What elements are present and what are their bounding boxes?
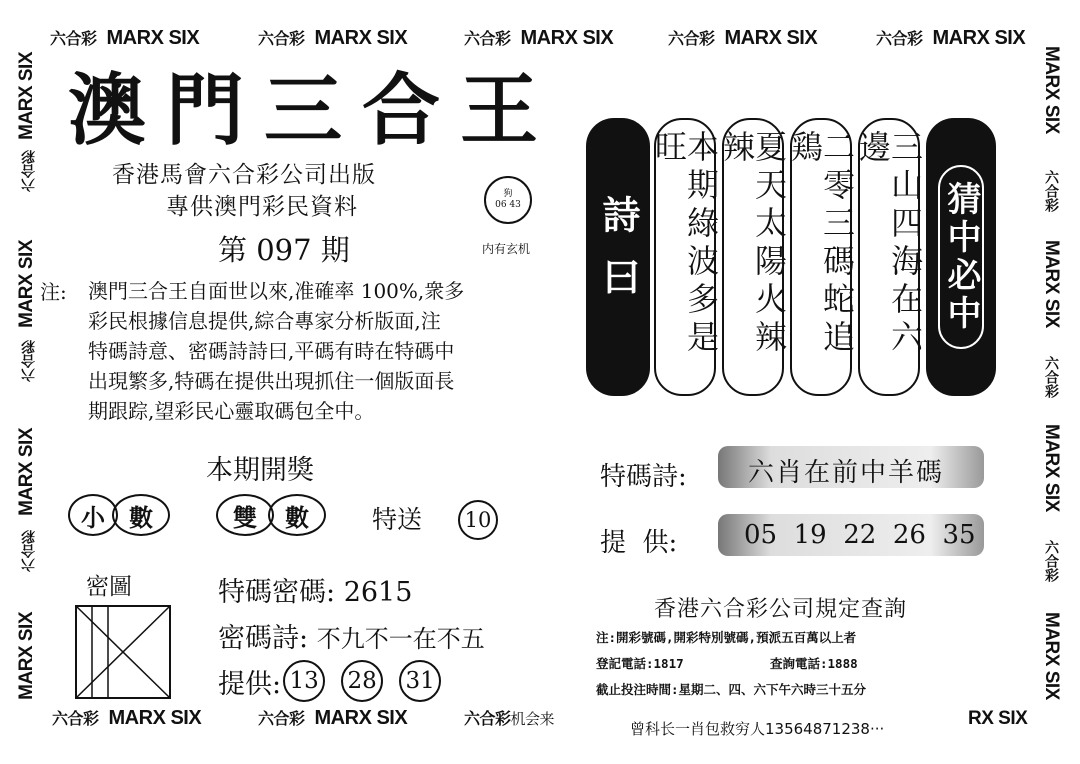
draw-heading: 本期開獎 [206, 455, 314, 486]
poem-column: 本期綠波多是旺 [654, 118, 716, 396]
side-brand: 六合彩 [20, 340, 36, 382]
secret-chart-label: 密圖 [86, 574, 132, 600]
brand-mark: 六合彩机会来 [464, 710, 555, 728]
provide-number: 31 [399, 660, 441, 702]
brand-mark: 六合彩 MARX SIX [258, 27, 408, 49]
brand-mark: 六合彩 MARX SIX [258, 707, 408, 729]
side-brand: MARX SIX [1041, 424, 1062, 512]
side-brand: MARX SIX [1041, 612, 1062, 700]
notice-text: 澳門三合王自面世以來,准確率 100%,衆多 彩民根據信息提供,綜合專家分析版面,注 特碼詩意、密碼詩詩曰,平碼有時在特碼中 出現繁多,特碼在提供出現抓住一個版面長 期跟踪,望彩民心靈取碼包全中。 [88, 279, 465, 423]
side-brand: 六合彩 [20, 530, 36, 572]
side-brand: MARX SIX [16, 240, 37, 328]
guess-badge-scroll: 猜中必中 [926, 118, 996, 396]
issue-number: 第 097 期 [218, 233, 350, 267]
deadline-line: 截止投注時間:星期二、四、六下午六時三十五分 [596, 682, 867, 697]
rules-line: 注:開彩號碼,開彩特別號碼,預派五百萬以上者 [596, 630, 857, 645]
inner-secret-note: 内有玄机 [482, 242, 531, 256]
brand-mark: 六合彩 MARX SIX [464, 27, 614, 49]
secret-chart-diagram [74, 604, 172, 700]
side-brand: MARX SIX [16, 612, 37, 700]
side-brand: 六合彩 [1044, 356, 1060, 398]
provide-left: 提供: 13 28 31 [218, 660, 441, 702]
publisher-line: 香港馬會六合彩公司出版 [112, 162, 376, 188]
brand-mark: 六合彩 MARX SIX [52, 707, 202, 729]
publisher-line: 專供澳門彩民資料 [166, 194, 358, 220]
brand-mark: 六合彩 MARX SIX [668, 27, 818, 49]
brand-mark: 六合彩 MARX SIX [876, 27, 1026, 49]
poem-column: 二零三碼蛇追鶏 [790, 118, 852, 396]
special-poem-value: 六肖在前中羊碼 [748, 458, 945, 488]
side-brand: 六合彩 [1044, 540, 1060, 582]
side-brand: MARX SIX [16, 52, 37, 140]
provide-number: 13 [283, 660, 325, 702]
provide-number: 28 [341, 660, 383, 702]
tag-small-number: 小 數 [68, 494, 170, 536]
special-send-label: 特送 [372, 505, 423, 534]
poem-column: 三山四海在六邊 [858, 118, 920, 396]
side-brand: 六合彩 [20, 150, 36, 192]
poem-label-scroll: 詩曰 [586, 118, 650, 396]
side-brand: MARX SIX [1041, 240, 1062, 328]
provide-right-label: 提 供: [600, 528, 678, 558]
notice-label: 注: [40, 280, 67, 304]
special-poem-label: 特碼詩: [600, 462, 687, 492]
poem-column: 夏天太陽火辣辣 [722, 118, 784, 396]
code-poem: 密碼詩: 不九不一在不五 [218, 623, 485, 654]
special-send-number: 10 [458, 500, 498, 540]
side-brand: MARX SIX [1041, 46, 1062, 134]
brand-mark: 六合彩 MARX SIX [50, 27, 200, 49]
provide-right-numbers: 05 19 22 26 35 [744, 520, 976, 550]
special-code: 特碼密碼: 2615 [218, 577, 413, 608]
page-title: 澳門三合王 [68, 65, 559, 156]
company-query: 香港六合彩公司規定查詢 [654, 597, 908, 622]
brand-mark: RX SIX [968, 708, 1028, 729]
tag-even-number: 雙 數 [216, 494, 326, 536]
zodiac-stamp: 狗 06 43 [484, 176, 532, 224]
query-phone: 查詢電話:1888 [770, 656, 858, 671]
footer-contact: 曾科长一肖包救穷人13564871238··· [630, 720, 885, 738]
side-brand: 六合彩 [1044, 170, 1060, 212]
side-brand: MARX SIX [16, 428, 37, 516]
register-phone: 登記電話:1817 [596, 656, 684, 671]
